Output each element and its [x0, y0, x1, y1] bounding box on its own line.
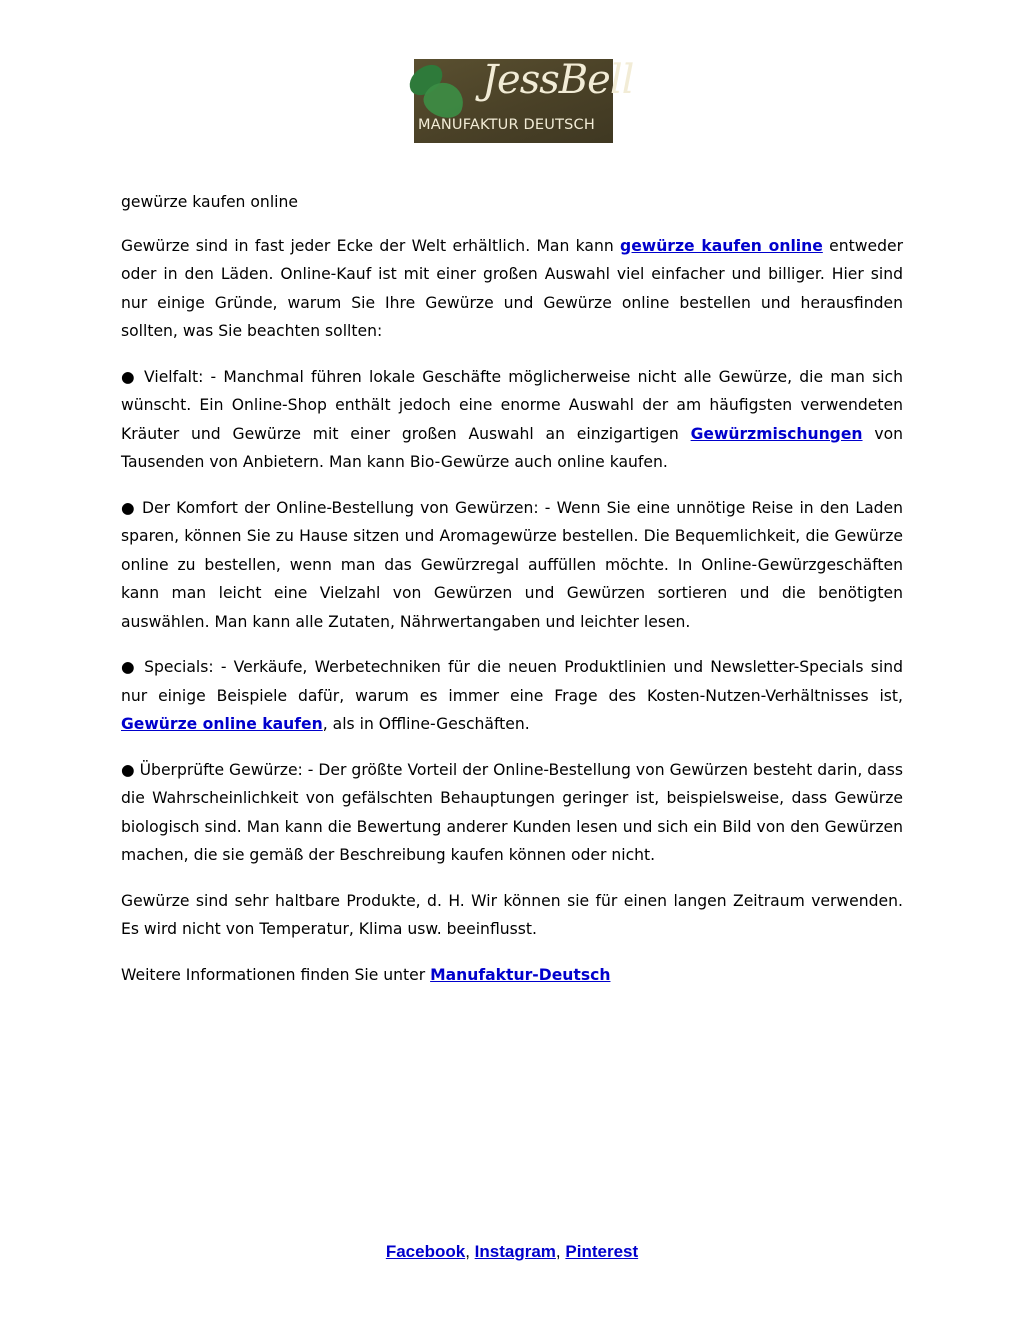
article-body: [121, 188, 903, 1006]
footer-separator: ,: [465, 1242, 470, 1261]
paragraph-ueberpruefte-gewuerze: ● Überprüfte Gewürze: - Der größte Vorteil der Online-Bestellung von Gewürzen besteht darin, dass die Wahrscheinlichkeit von gefälschten Behauptungen geringer ist, beispielsweise, dass Gewürze biologisch sind. Man kann die Bewertung anderer Kunden lesen und sich ein Bild von den Gewürzen machen, die sie gemäß der Beschreibung kaufen können oder nicht.: [121, 760, 903, 864]
link-gewuerze-kaufen-online[interactable]: gewürze kaufen online: [620, 236, 823, 255]
link-pinterest[interactable]: Pinterest: [565, 1242, 639, 1261]
paragraph-komfort: ● Der Komfort der Online-Bestellung von Gewürzen: - Wenn Sie eine unnötige Reise in den Laden sparen, können Sie zu Hause sitzen und Aromagewürze bestellen. Die Bequemlichkeit, die Gewürze online zu bestellen, wenn man das Gewürzregal auffüllen möchte. In Online-Gewürzgeschäften kann man leicht eine Vielzahl von Gewürzen und Gewürzen sortieren und die benötigten auswählen. Man kann alle Zutaten, Nährwertangaben und leichter lesen.: [121, 498, 903, 631]
social-links-footer: [0, 1242, 1024, 1262]
link-facebook[interactable]: Facebook: [385, 1242, 466, 1261]
paragraph-specials: ● Specials: - Verkäufe, Werbetechniken für die neuen Produktlinien und Newsletter-Specials sind nur einige Beispiele dafür, warum es immer eine Frage des Kosten-Nutzen-Verhältnisses ist, Gewürze online kaufen, als in Offline-Geschäften.: [121, 658, 903, 733]
document-heading: gewürze kaufen online: [121, 193, 298, 211]
logo-subtitle: MANUFAKTUR DEUTSCH: [418, 117, 595, 133]
logo-brand: JessBell: [482, 57, 634, 103]
link-gewuerze-online-kaufen[interactable]: Gewürze online kaufen: [121, 715, 323, 733]
paragraph-vielfalt: ● Vielfalt: - Manchmal führen lokale Geschäfte möglicherweise nicht alle Gewürze, die man sich wünscht. Ein Online-Shop enthält jedoch eine enorme Auswahl der am häufigsten verwendeten Kräuter und Gewürze mit einer großen Auswahl an einzigartigen Gewürzmischungen von Tausenden von Anbietern. Man kann Bio-Gewürze auch online kaufen.: [121, 367, 903, 471]
link-gewuerzmischungen[interactable]: Gewürzmischungen: [690, 424, 863, 443]
jessbell-logo: [414, 57, 634, 143]
link-manufaktur-deutsch[interactable]: Manufaktur-Deutsch: [430, 965, 611, 984]
paragraph-haltbarkeit: Gewürze sind sehr haltbare Produkte, d. H. Wir können sie für einen langen Zeitraum verwenden. Es wird nicht von Temperatur, Klima usw. beeinflusst.: [121, 891, 903, 938]
paragraph-intro: Gewürze sind in fast jeder Ecke der Welt erhältlich. Man kann gewürze kaufen online entweder oder in den Läden. Online-Kauf ist mit einer großen Auswahl viel einfacher und billiger. Hier sind nur einige Gründe, warum Sie Ihre Gewürze und Gewürze online bestellen und herausfinden sollten, was Sie beachten sollten:: [121, 236, 903, 340]
link-instagram[interactable]: Instagram: [474, 1242, 556, 1261]
footer-separator: ,: [555, 1242, 561, 1261]
paragraph-weitere-infos: Weitere Informationen finden Sie unter Manufaktur-Deutsch: [121, 965, 611, 984]
